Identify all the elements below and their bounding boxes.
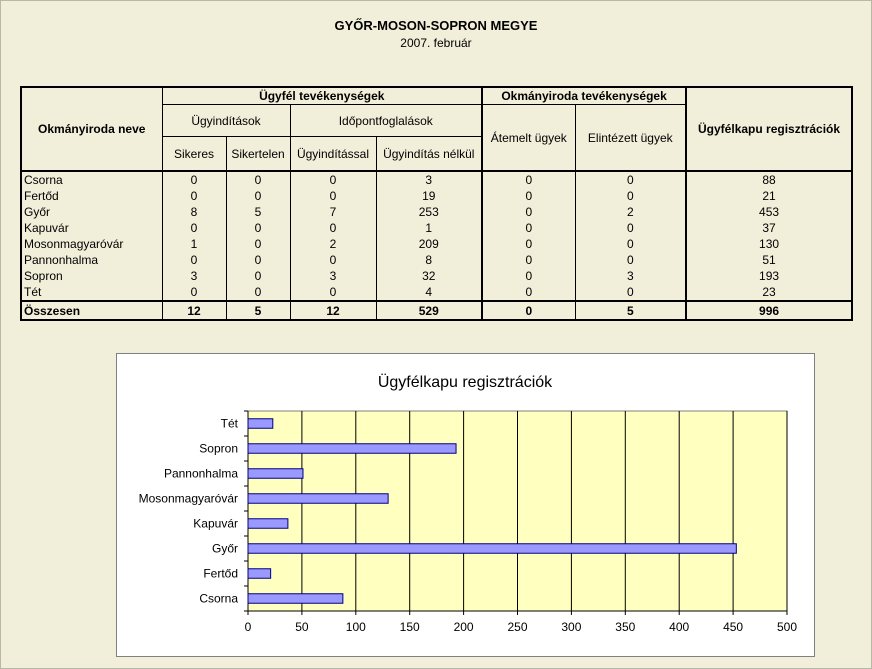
- total-value-cell: 5: [575, 301, 686, 320]
- value-cell: 0: [226, 188, 290, 204]
- bar-chart: [117, 354, 814, 656]
- statistics-table: [20, 86, 853, 321]
- table-row: [21, 188, 852, 204]
- x-tick-label: 150: [399, 620, 420, 634]
- bar: [248, 419, 273, 429]
- header-ugyfelkapu: Ügyfélkapu regisztrációk: [686, 87, 852, 171]
- office-name-cell: Pannonhalma: [21, 252, 162, 268]
- bar: [248, 569, 271, 579]
- table-total-row: [21, 301, 852, 320]
- value-cell: 0: [290, 171, 376, 188]
- office-name-cell: Fertőd: [21, 188, 162, 204]
- total-label: Összesen: [21, 301, 162, 320]
- y-tick-label: Csorna: [199, 591, 238, 606]
- value-cell: 0: [162, 188, 226, 204]
- y-tick-label: Pannonhalma: [163, 466, 238, 481]
- value-cell: 209: [376, 236, 482, 252]
- x-tick-label: 200: [453, 620, 474, 634]
- total-value-cell: 529: [376, 301, 482, 320]
- table-row: [21, 220, 852, 236]
- table-row: [21, 268, 852, 284]
- page-subtitle: 2007. február: [400, 36, 472, 50]
- header-sikeres: Sikeres: [162, 137, 226, 172]
- header-sikertelen: Sikertelen: [226, 137, 290, 172]
- x-tick-label: 100: [345, 620, 366, 634]
- value-cell: 193: [686, 268, 852, 284]
- value-cell: 0: [575, 188, 686, 204]
- value-cell: 3: [575, 268, 686, 284]
- bar: [248, 519, 288, 529]
- header-idopontfoglalasok: Időpontfoglalások: [290, 105, 482, 137]
- value-cell: 0: [482, 171, 575, 188]
- header-office-activities: Okmányiroda tevékenységek: [482, 87, 686, 105]
- value-cell: 1: [162, 236, 226, 252]
- value-cell: 0: [482, 268, 575, 284]
- x-tick-label: 350: [615, 620, 636, 634]
- table-body: [21, 171, 852, 320]
- value-cell: 0: [162, 220, 226, 236]
- office-name-cell: Győr: [21, 204, 162, 220]
- x-tick-label: 300: [561, 620, 582, 634]
- x-tick-label: 450: [723, 620, 744, 634]
- value-cell: 3: [162, 268, 226, 284]
- table-row: [21, 284, 852, 301]
- value-cell: 0: [482, 252, 575, 268]
- header-client-activities: Ügyfél tevékenységek: [162, 87, 482, 105]
- total-value-cell: 996: [686, 301, 852, 320]
- value-cell: 37: [686, 220, 852, 236]
- total-value-cell: 12: [290, 301, 376, 320]
- value-cell: 130: [686, 236, 852, 252]
- value-cell: 0: [226, 171, 290, 188]
- x-tick-label: 500: [776, 620, 798, 634]
- bar: [248, 469, 303, 479]
- value-cell: 4: [376, 284, 482, 301]
- x-tick-label: 50: [295, 620, 309, 634]
- x-tick-label: 400: [669, 620, 690, 634]
- office-name-cell: Mosonmagyaróvár: [21, 236, 162, 252]
- value-cell: 0: [575, 252, 686, 268]
- value-cell: 8: [376, 252, 482, 268]
- y-tick-label: Kapuvár: [193, 516, 238, 531]
- value-cell: 0: [482, 220, 575, 236]
- table-row: [21, 252, 852, 268]
- value-cell: 2: [575, 204, 686, 220]
- value-cell: 51: [686, 252, 852, 268]
- table-row: [21, 236, 852, 252]
- header-ugyinditasok: Ügyindítások: [162, 105, 290, 137]
- office-name-cell: Tét: [21, 284, 162, 301]
- value-cell: 3: [290, 268, 376, 284]
- y-tick-label: Fertőd: [203, 566, 238, 581]
- value-cell: 0: [290, 252, 376, 268]
- value-cell: 0: [575, 220, 686, 236]
- value-cell: 253: [376, 204, 482, 220]
- total-value-cell: 0: [482, 301, 575, 320]
- value-cell: 0: [226, 252, 290, 268]
- value-cell: 0: [226, 220, 290, 236]
- value-cell: 0: [226, 268, 290, 284]
- value-cell: 7: [290, 204, 376, 220]
- value-cell: 1: [376, 220, 482, 236]
- value-cell: 0: [482, 284, 575, 301]
- office-name-cell: Csorna: [21, 171, 162, 188]
- value-cell: 0: [162, 252, 226, 268]
- y-tick-label: Mosonmagyaróvár: [138, 491, 238, 506]
- value-cell: 0: [482, 236, 575, 252]
- value-cell: 0: [482, 204, 575, 220]
- value-cell: 0: [162, 284, 226, 301]
- chart-title: Ügyfélkapu regisztrációk: [377, 374, 553, 391]
- page-title: GYŐR-MOSON-SOPRON MEGYE: [334, 18, 538, 33]
- value-cell: 0: [575, 171, 686, 188]
- value-cell: 0: [575, 236, 686, 252]
- y-tick-label: Sopron: [199, 441, 238, 456]
- value-cell: 0: [226, 284, 290, 301]
- value-cell: 0: [162, 171, 226, 188]
- y-tick-label: Tét: [220, 416, 238, 431]
- value-cell: 32: [376, 268, 482, 284]
- value-cell: 0: [290, 220, 376, 236]
- office-name-cell: Sopron: [21, 268, 162, 284]
- total-value-cell: 5: [226, 301, 290, 320]
- table-row: [21, 204, 852, 220]
- office-name-cell: Kapuvár: [21, 220, 162, 236]
- value-cell: 5: [226, 204, 290, 220]
- value-cell: 88: [686, 171, 852, 188]
- x-tick-label: 0: [244, 620, 252, 634]
- value-cell: 0: [226, 236, 290, 252]
- y-tick-label: Győr: [211, 541, 238, 556]
- bar: [248, 494, 388, 504]
- value-cell: 0: [290, 284, 376, 301]
- value-cell: 2: [290, 236, 376, 252]
- value-cell: 0: [290, 188, 376, 204]
- header-ugyinditassal: Ügyindítással: [290, 137, 376, 172]
- value-cell: 3: [376, 171, 482, 188]
- value-cell: 0: [575, 284, 686, 301]
- x-tick-label: 250: [507, 620, 528, 634]
- header-ugyinditas-nelkul: Ügyindítás nélkül: [376, 137, 482, 172]
- bar: [248, 444, 456, 454]
- header-elintezett: Elintézett ügyek: [575, 105, 686, 172]
- value-cell: 453: [686, 204, 852, 220]
- total-value-cell: 12: [162, 301, 226, 320]
- value-cell: 19: [376, 188, 482, 204]
- header-office-name: Okmányiroda neve: [21, 87, 162, 171]
- table-row: [21, 171, 852, 188]
- chart-panel: [116, 353, 815, 657]
- bar: [248, 594, 343, 604]
- value-cell: 8: [162, 204, 226, 220]
- header-atemelt: Átemelt ügyek: [482, 105, 575, 172]
- value-cell: 21: [686, 188, 852, 204]
- bar: [248, 544, 736, 554]
- value-cell: 0: [482, 188, 575, 204]
- value-cell: 23: [686, 284, 852, 301]
